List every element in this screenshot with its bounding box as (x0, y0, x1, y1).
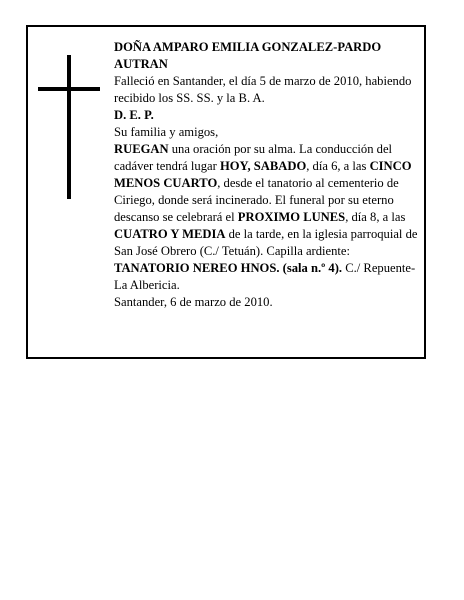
cross-horizontal-bar (38, 87, 100, 91)
closing-date: Santander, 6 de marzo de 2010. (114, 295, 273, 309)
tanatorio-text: TANATORIO NEREO HNOS. (sala n.º 4). (114, 261, 343, 275)
family-line: Su familia y amigos, (114, 125, 219, 139)
details-text-5: de la tarde, en la iglesia parroquial de San José Obrero (C./ Tetuán). Capilla ardiente: (114, 227, 418, 258)
dep-line: D. E. P. (114, 108, 154, 122)
ceremony-details (114, 141, 420, 294)
hoy-sabado-text: HOY, SABADO (219, 159, 307, 173)
details-text-3: , desde el tanatorio al cementerio de Ciriego, donde será incinerado. El funeral por su eterno descanso se celebrará el (114, 176, 399, 224)
details-text-6: C./ Repuente-La Albericia. (114, 261, 416, 292)
details-text-1: una oración por su alma. La conducción del cadáver tendrá lugar (114, 142, 393, 173)
cuatro-y-media-text: CUATRO Y MEDIA (114, 227, 226, 241)
notice-text (114, 39, 420, 311)
details-text-2: , día 6, a las (306, 159, 370, 173)
ruegan-text: RUEGAN (114, 142, 169, 156)
obituary-notice (26, 25, 426, 359)
deceased-name: DOÑA AMPARO EMILIA GONZALEZ-PARDO AUTRAN (114, 40, 382, 71)
proximo-lunes-text: PROXIMO LUNES (237, 210, 346, 224)
cross-vertical-bar (67, 55, 71, 199)
cinco-menos-cuarto-text: CINCO MENOS CUARTO (114, 159, 412, 190)
latin-cross-icon (38, 55, 100, 199)
death-announcement: Falleció en Santander, el día 5 de marzo de 2010, habiendo recibido los SS. SS. y la B. A. (114, 74, 412, 105)
details-text-4: , día 8, a las (345, 210, 406, 224)
